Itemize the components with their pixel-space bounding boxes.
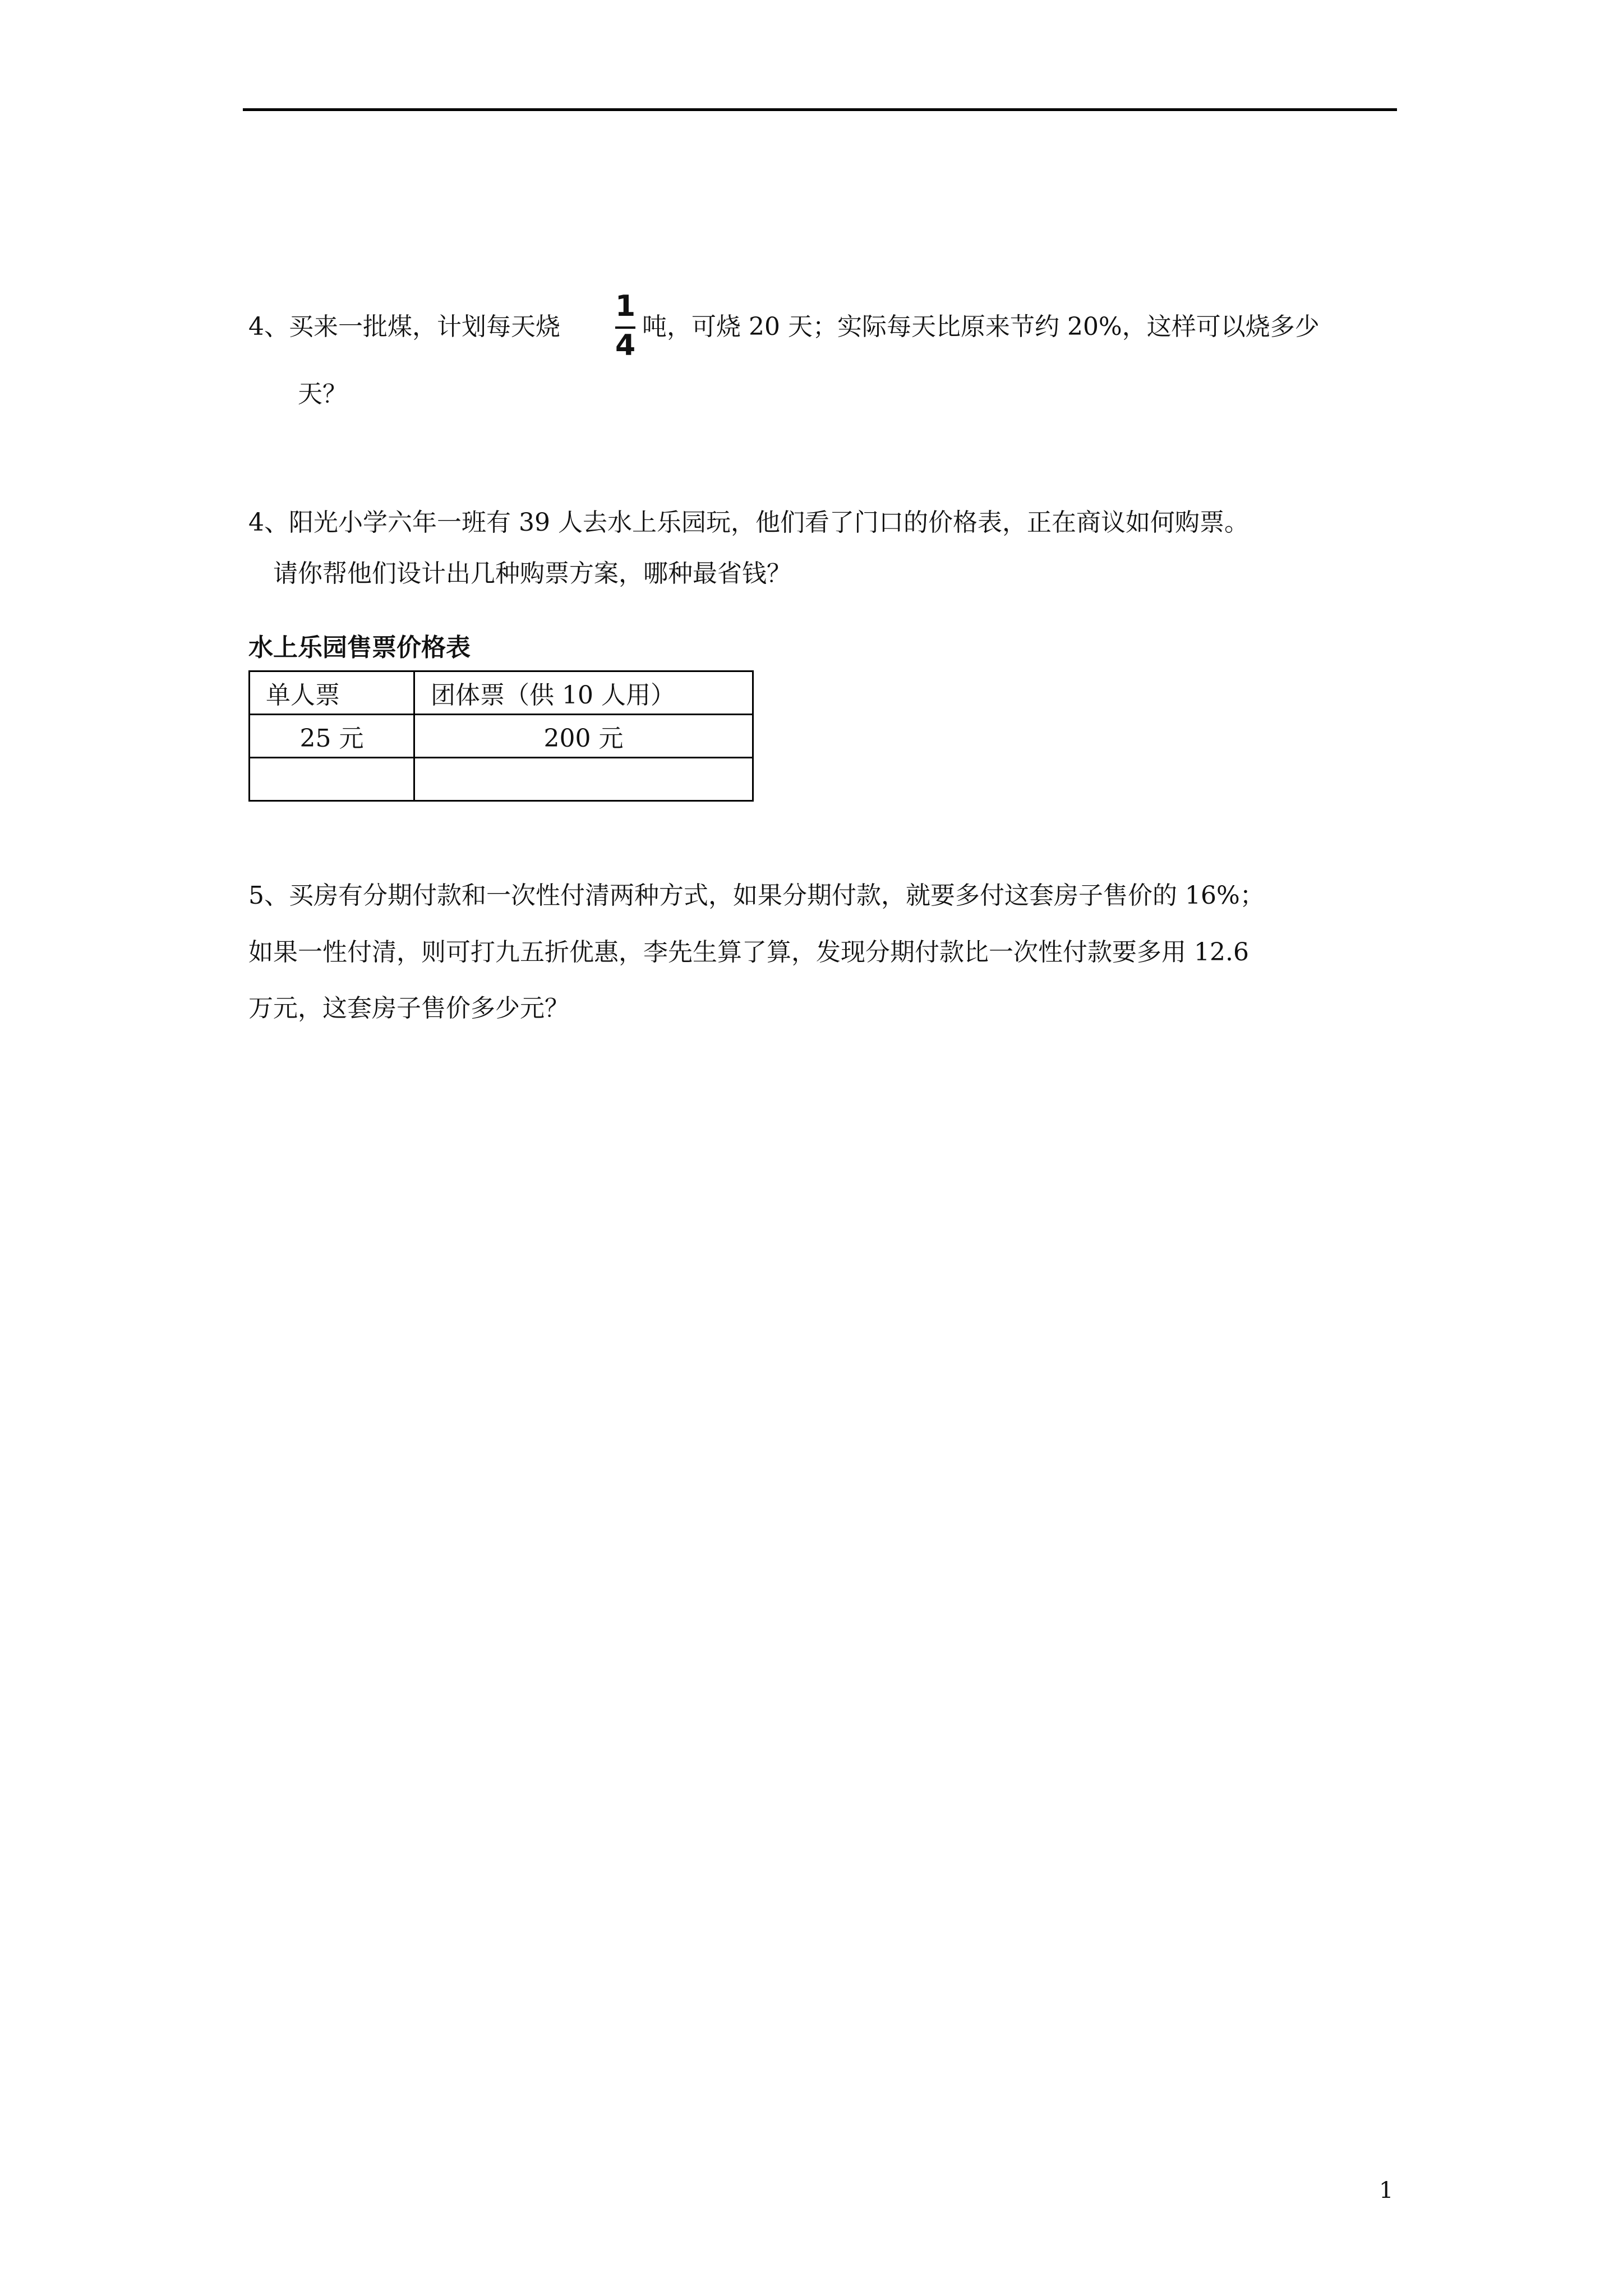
q5-line2: 如果一性付清，则可打九五折优惠，李先生算了算，发现分期付款比一次性付款要多用 12.6 [248,938,1249,967]
header-rule [243,108,1397,111]
page-number: 1 [1379,2178,1394,2203]
q5-line3: 万元，这套房子售价多少元？ [248,994,569,1023]
header-group-ticket: 团体票（供 10 人用） [414,671,753,715]
cell-empty [250,758,414,801]
header-single-ticket: 单人票 [250,671,414,715]
q4a-line1-prefix: 4、买来一批煤，计划每天烧 [248,312,560,341]
price-table [248,670,754,802]
table-row [250,758,753,801]
q5-line1: 5、买房有分期付款和一次性付清两种方式，如果分期付款，就要多付这套房子售价的 16%； [248,881,1265,910]
q4a-line1-suffix: 吨，可烧 20 天；实际每天比原来节约 20%，这样可以烧多少 [642,312,1320,341]
q4a-line2: 天？ [298,380,347,408]
table-row [250,715,753,758]
fraction-denominator: 4 [615,329,636,362]
cell-single-price: 25 元 [250,715,414,758]
table-row [250,671,753,715]
price-table-title: 水上乐园售票价格表 [248,633,471,662]
q4b-line1: 4、阳光小学六年一班有 39 人去水上乐园玩，他们看了门口的价格表，正在商议如何购票。 [248,508,1249,537]
fraction-numerator: 1 [615,289,636,323]
cell-empty [414,758,753,801]
q4b-line2: 请你帮他们设计出几种购票方案，哪种最省钱？ [273,559,791,588]
cell-group-price: 200 元 [414,715,753,758]
